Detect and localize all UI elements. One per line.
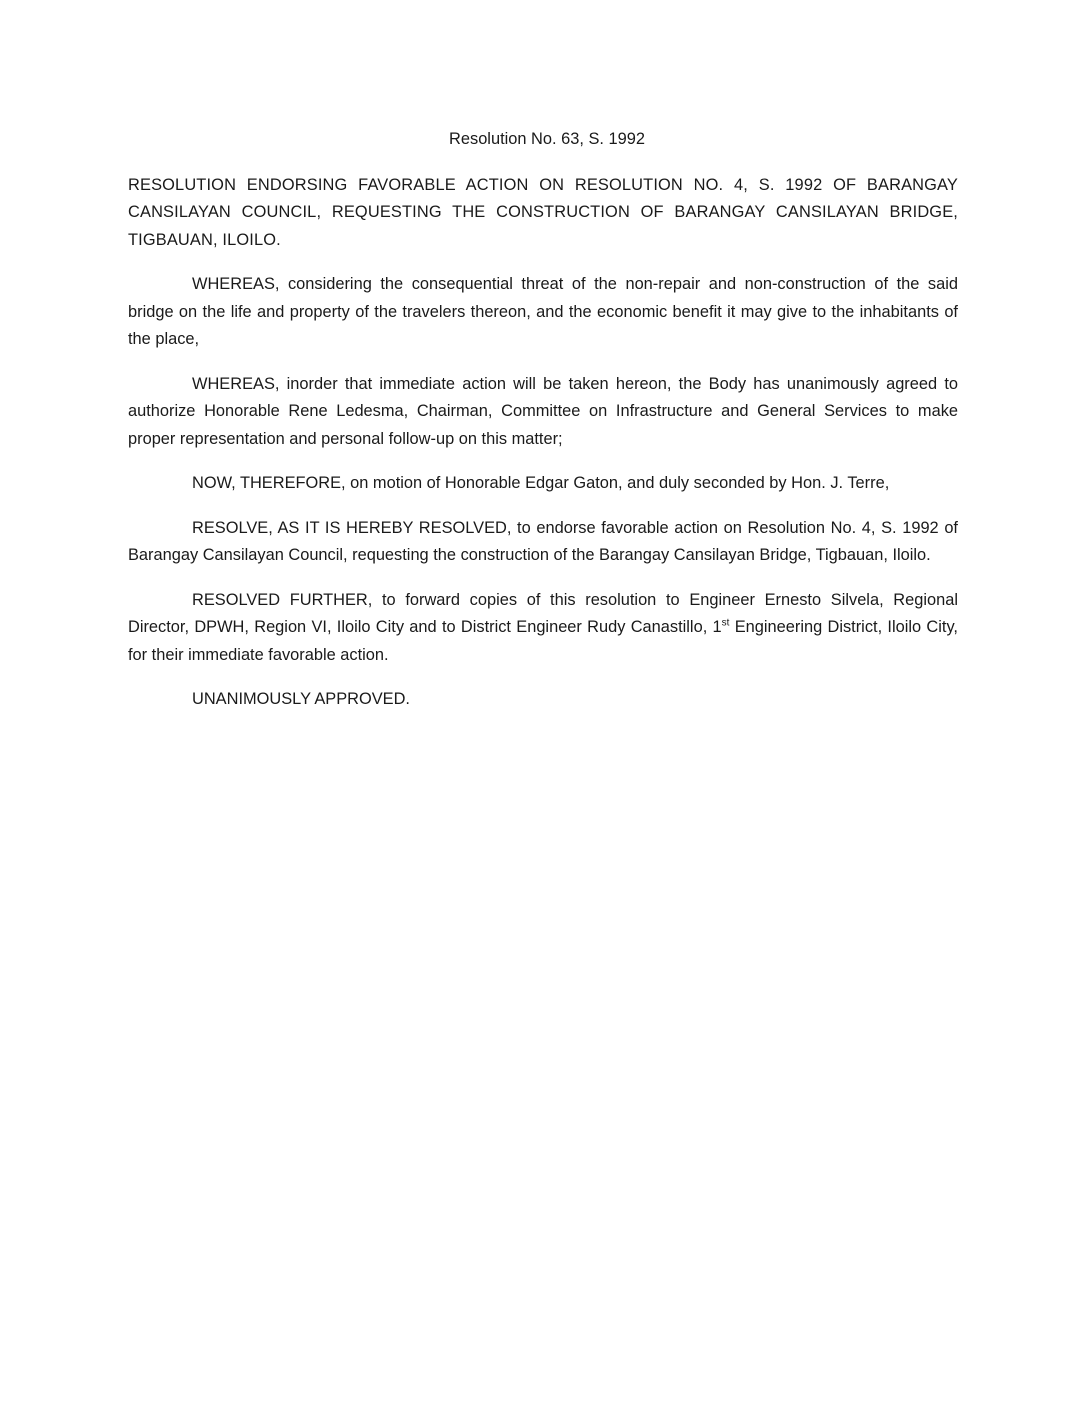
whereas-paragraph-2: WHEREAS, inorder that immediate action will be taken hereon, the Body has unanimously agreed to authorize Honorable Rene Ledesma, Chairman, Committee on Infrastructure and General Services to make proper representation and personal follow-up on this matter; (128, 374, 958, 448)
resolution-title: Resolution No. 63, S. 1992 (449, 130, 645, 148)
approval-line: UNANIMOUSLY APPROVED. (192, 690, 410, 708)
resolved-further-paragraph (128, 587, 958, 670)
document-body (128, 126, 958, 731)
resolution-heading: RESOLUTION ENDORSING FAVORABLE ACTION ON RESOLUTION NO. 4, S. 1992 OF BARANGAY CANSILAYAN COUNCIL, REQUESTING THE CONSTRUCTION OF BARANGAY CANSILAYAN BRIDGE, TIGBAUAN, ILOILO. (128, 175, 958, 249)
whereas-paragraph-1: WHEREAS, considering the consequential threat of the non-repair and non-construction of the said bridge on the life and property of the travelers thereon, and the economic benefit it may give to the inhabitants of the place, (128, 275, 958, 348)
motion-paragraph: NOW, THEREFORE, on motion of Honorable Edgar Gaton, and duly seconded by Hon. J. Terre, (192, 474, 890, 492)
resolve-paragraph: RESOLVE, AS IT IS HEREBY RESOLVED, to endorse favorable action on Resolution No. 4, S. 1992 of Barangay Cansilayan Council, requesting the construction of the Barangay Cansilayan Bridge, Tigbauan, Iloilo. (128, 518, 958, 564)
resolved-further-text-before: RESOLVED FURTHER, to forward copies of this resolution to Engineer Ernesto Silvela, Regional Director, DPWH, Region VI, Iloilo City and to District Engineer Rudy Canastillo, 1 (128, 590, 958, 636)
ordinal-superscript: st (721, 617, 730, 629)
resolved-further-text-after: Engineering District, Iloilo City, for their immediate favorable action. (128, 618, 958, 664)
